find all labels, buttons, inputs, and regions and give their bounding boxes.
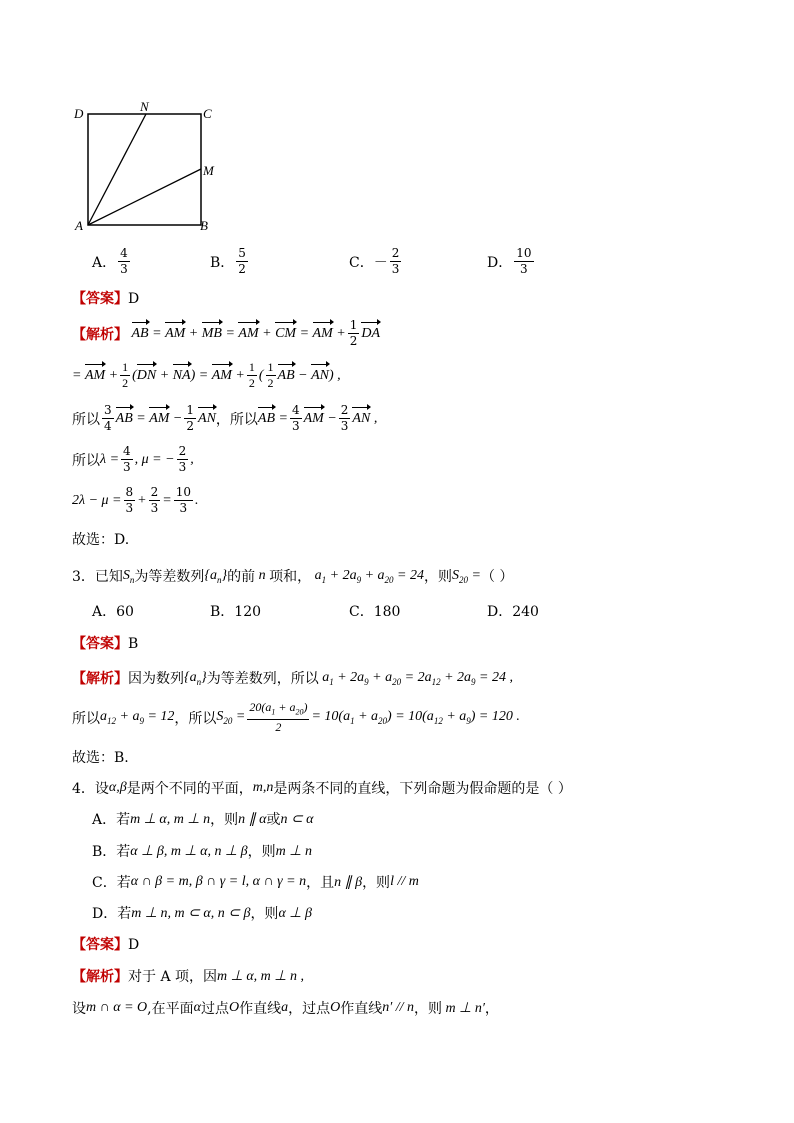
q2-analysis-line5: 2λ − μ = $\frac{8}{3}$ + $\frac{2}{3}$ = $\frac{10}{3}$ . (72, 485, 199, 515)
q3-option-c[interactable]: C．180 (349, 604, 401, 620)
label-n: N (140, 99, 149, 114)
label-b: B (200, 218, 208, 233)
q2-option-c[interactable]: C． － $\frac{2}{3}$ (349, 246, 400, 276)
square-abcd (88, 114, 201, 225)
q4-answer-line: 【答案】D (72, 937, 140, 953)
q3-analysis-line1: 【解析】 因为数列 $\{a_n\}$ 为等差数列，所以 $a_1 + 2a_9 + a_{20} = 2a_{12} + 2a_9 = 24$ , (72, 669, 513, 687)
answer-tag: 【答案】 (72, 291, 128, 307)
q2-choose: 故选：D. (72, 532, 130, 548)
q3-answer-line: 【答案】B (72, 636, 139, 652)
segment-an (88, 114, 146, 225)
q2-answer-line (72, 288, 139, 308)
q4-option-b[interactable]: B．若 α ⊥ β, m ⊥ α, n ⊥ β ，则 m ⊥ n (92, 843, 312, 860)
q4-analysis-line1: 【解析】 对于 A 项，因 m ⊥ α, m ⊥ n , (72, 968, 304, 985)
label-a: A (75, 218, 83, 233)
q4-option-d[interactable]: D．若 m ⊥ n, m ⊂ α, n ⊂ β ，则 α ⊥ β (92, 905, 312, 922)
q2-analysis-line3: 所以 $\frac{3}{4}$ AB = AM − $\frac{1}{2}$ AN ，所以 AB = $\frac{4}{3}$ AM − $\frac{2}{3}$ AN , (72, 403, 378, 433)
q4-answer: D (128, 937, 140, 953)
label-m: M (203, 163, 214, 178)
square-figure (70, 98, 230, 238)
q2-option-b[interactable]: B． $\frac{5}{2}$ (210, 246, 246, 276)
q2-option-b-frac: $\frac{5}{2}$ (238, 246, 246, 276)
q4-option-a[interactable]: A．若 m ⊥ α, m ⊥ n ，则 n ∥ α 或 n ⊂ α (92, 811, 314, 828)
q2-analysis-line4: 所以 λ = $\frac{4}{3}$ , μ = − $\frac{2}{3}$ , (72, 444, 194, 474)
q2-option-d-frac: $\frac{10}{3}$ (516, 246, 532, 276)
q2-option-a[interactable]: A． $\frac{4}{3}$ (92, 246, 128, 276)
label-c: C (203, 106, 212, 121)
q2-analysis-line2: = AM + $\frac{1}{2}$ (DN + NA) = AM + $\frac{1}{2}$ ( $\frac{1}{2}$ AB − AN) , (72, 360, 341, 390)
q2-option-a-frac: $\frac{4}{3}$ (120, 246, 128, 276)
q3-choose: 故选：B. (72, 750, 129, 766)
q3-option-d[interactable]: D．240 (487, 604, 539, 620)
q4-option-c[interactable]: C．若 α ∩ β = m, β ∩ γ = l, α ∩ γ = n ，且 n ∥ β ，则 l // m (92, 874, 419, 891)
q3-answer: B (128, 636, 139, 652)
q3-analysis-line2: 所以 $a_{12} + a_9 = 12$ ，所以 $S_{20}$ = $\frac{20(a_1 + a_{20})}{2}$ = $10(a_1 + a_{20}) = 10(a_{12} + a_9) = 120$ . (72, 700, 520, 735)
q3-option-a[interactable]: A．60 (92, 604, 134, 620)
q4-stem: 4． 设 α,β 是两个不同的平面， m,n 是两条不同的直线，下列命题为假命题的是（ ） (72, 780, 572, 797)
q2-analysis-line1: 【解析】 AB = AM + MB = AM + CM = AM + $\frac{1}{2}$ DA (72, 318, 381, 348)
q2-option-c-frac: $\frac{2}{3}$ (391, 246, 400, 276)
q3-stem: 3． 已知 $S_n$ 为等差数列 $\{a_n\}$ 的前 n 项和， $a_1 + 2a_9 + a_{20} = 24$ ，则 $S_{20}$ = （ ） (72, 567, 514, 585)
segment-am (88, 169, 201, 225)
label-d: D (74, 106, 84, 121)
q3-option-b[interactable]: B．120 (210, 604, 262, 620)
q2-answer: D (128, 291, 140, 307)
q2-option-d[interactable]: D． $\frac{10}{3}$ (487, 246, 532, 276)
q4-analysis-line2: 设 m ∩ α = O ,在平面 α 过点 O 作直线 a ，过点 O 作直线 n′ // n ，则 m ⊥ n′ ， (72, 1000, 499, 1017)
